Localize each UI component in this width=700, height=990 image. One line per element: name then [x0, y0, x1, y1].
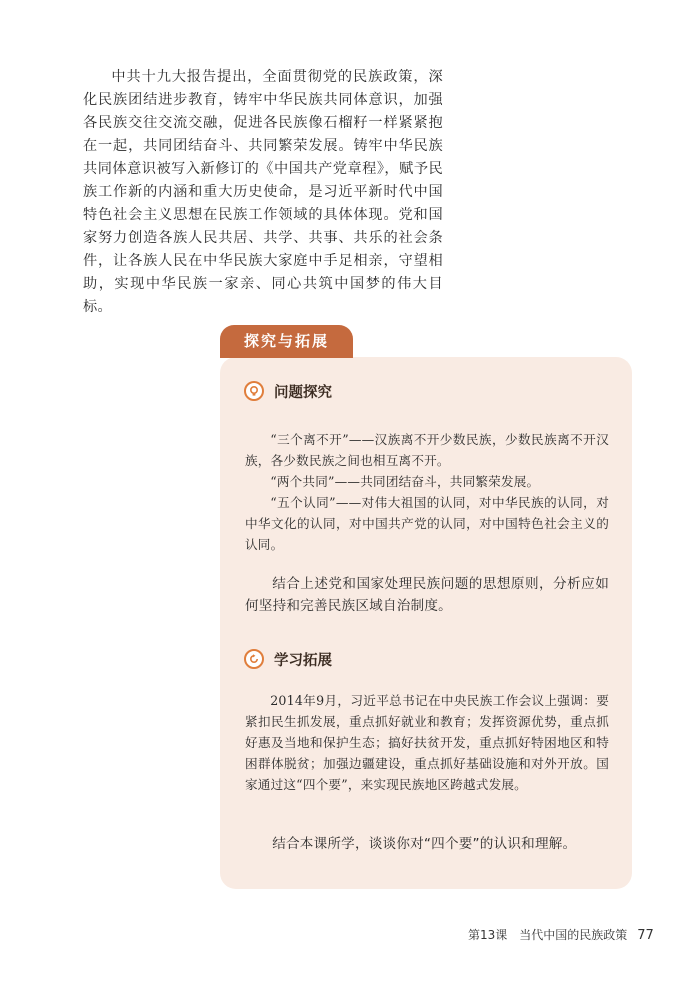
section-problem-explore — [244, 378, 332, 404]
section-title: 问题探究 — [274, 384, 332, 401]
section-learning-extension — [244, 646, 332, 672]
learning-task: 结合本课所学，谈谈你对“四个要”的认识和理解。 — [272, 836, 577, 852]
quote-two-commons: “两个共同”——共同团结奋斗，共同繁荣发展。 — [270, 474, 540, 489]
page-footer — [468, 926, 654, 943]
chapter-title: 第13课 当代中国的民族政策 — [468, 928, 628, 942]
lightbulb-icon — [244, 381, 264, 401]
intro-paragraph: 中共十九大报告提出，全面贯彻党的民族政策，深化民族团结进步教育，铸牢中华民族共同体意识，加强各民族交往交流交融，促进各民族像石榴籽一样紧紧抱在一起，共同团结奋斗、共同繁荣发展。铸牢中华民族共同体意识被写入新修订的《中国共产党章程》，赋予民族工作新的内涵和重大历史使命，是习近平新时代中国特色社会主义思想在民族工作领域的具体体现。党和国家努力创造各族人民共居、共学、共事、共乐的社会条件，让各族人民在中华民族大家庭中手足相亲，守望相助，实现中华民族一家亲、同心共筑中国梦的伟大目标。 — [83, 69, 443, 315]
quote-five-identities: “五个认同”——对伟大祖国的认同，对中华民族的认同，对中华文化的认同，对中国共产党的认同，对中国特色社会主义的认同。 — [245, 495, 609, 552]
page-number: 77 — [637, 928, 654, 943]
explore-tab-label: 探究与拓展 — [220, 325, 353, 358]
quote-three-inseparables: “三个离不开”——汉族离不开少数民族，少数民族离不开汉族，各少数民族之间也相互离不开。 — [245, 432, 609, 468]
learning-text: 2014年9月，习近平总书记在中央民族工作会议上强调：要紧扣民生抓发展，重点抓好就业和教育；发挥资源优势，重点抓好惠及当地和保护生态；搞好扶贫开发，重点抓好特困地区和特困群体脱贫；加强边疆建设，重点抓好基础设施和对外开放。国家通过这“四个要”，来实现民族地区跨越式发展。 — [245, 693, 609, 792]
circular-arrow-icon — [244, 649, 264, 669]
problem-task: 结合上述党和国家处理民族问题的思想原则，分析应如何坚持和完善民族区域自治制度。 — [245, 576, 609, 614]
section-title: 学习拓展 — [274, 652, 332, 669]
